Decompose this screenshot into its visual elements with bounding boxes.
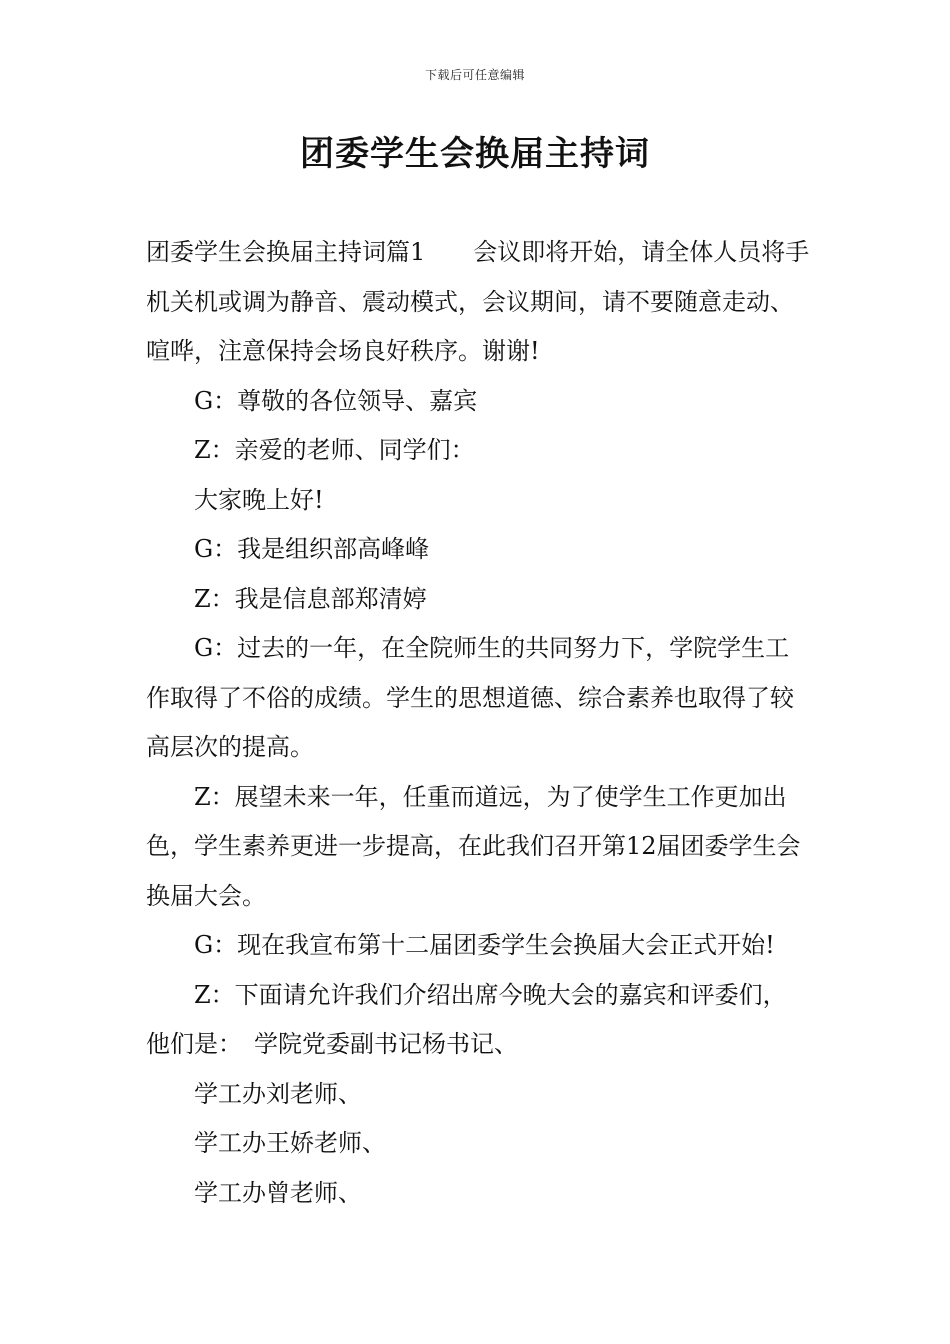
paragraph-opening: G：现在我宣布第十二届团委学生会换届大会正式开始!: [194, 931, 775, 959]
paragraph-host-g-intro: G：我是组织部高峰峰: [194, 535, 430, 563]
paragraph-guest-zeng: 学工办曾老师、: [194, 1178, 362, 1207]
document-title: 团委学生会换届主持词: [300, 134, 650, 174]
paragraph-greeting-z: Z：亲爱的老师、同学们：: [194, 436, 475, 464]
header-note: 下载后可任意编辑: [424, 68, 525, 82]
document-body: [146, 228, 810, 1218]
paragraph-good-evening: 大家晚上好!: [194, 485, 324, 514]
paragraph-guests-intro: Z：下面请允许我们介绍出席今晚大会的嘉宾和评委们，他们是： 学院党委副书记杨书记、: [146, 980, 787, 1058]
paragraph-host-z-intro: Z：我是信息部郑清婷: [194, 584, 427, 613]
paragraph-greeting-g: G：尊敬的各位领导、嘉宾: [194, 386, 478, 415]
paragraph-future-year: Z：展望未来一年，任重而道远，为了使学生工作更加出色，学生素养更进一步提高，在此我们召开第12届团委学生会换届大会。: [146, 782, 801, 910]
paragraph-past-year: G：过去的一年，在全院师生的共同努力下，学院学生工作取得了不俗的成绩。学生的思想道德、综合素养也取得了较高层次的提高。: [146, 634, 794, 761]
paragraph-guest-wang: 学工办王娇老师、: [194, 1129, 386, 1157]
paragraph-intro: 团委学生会换届主持词篇1 会议即将开始，请全体人员将手机关机或调为静音、震动模式，会议期间，请不要随意走动、喧哗，注意保持会场良好秩序。谢谢!: [146, 238, 810, 365]
paragraph-guest-liu: 学工办刘老师、: [194, 1079, 362, 1108]
